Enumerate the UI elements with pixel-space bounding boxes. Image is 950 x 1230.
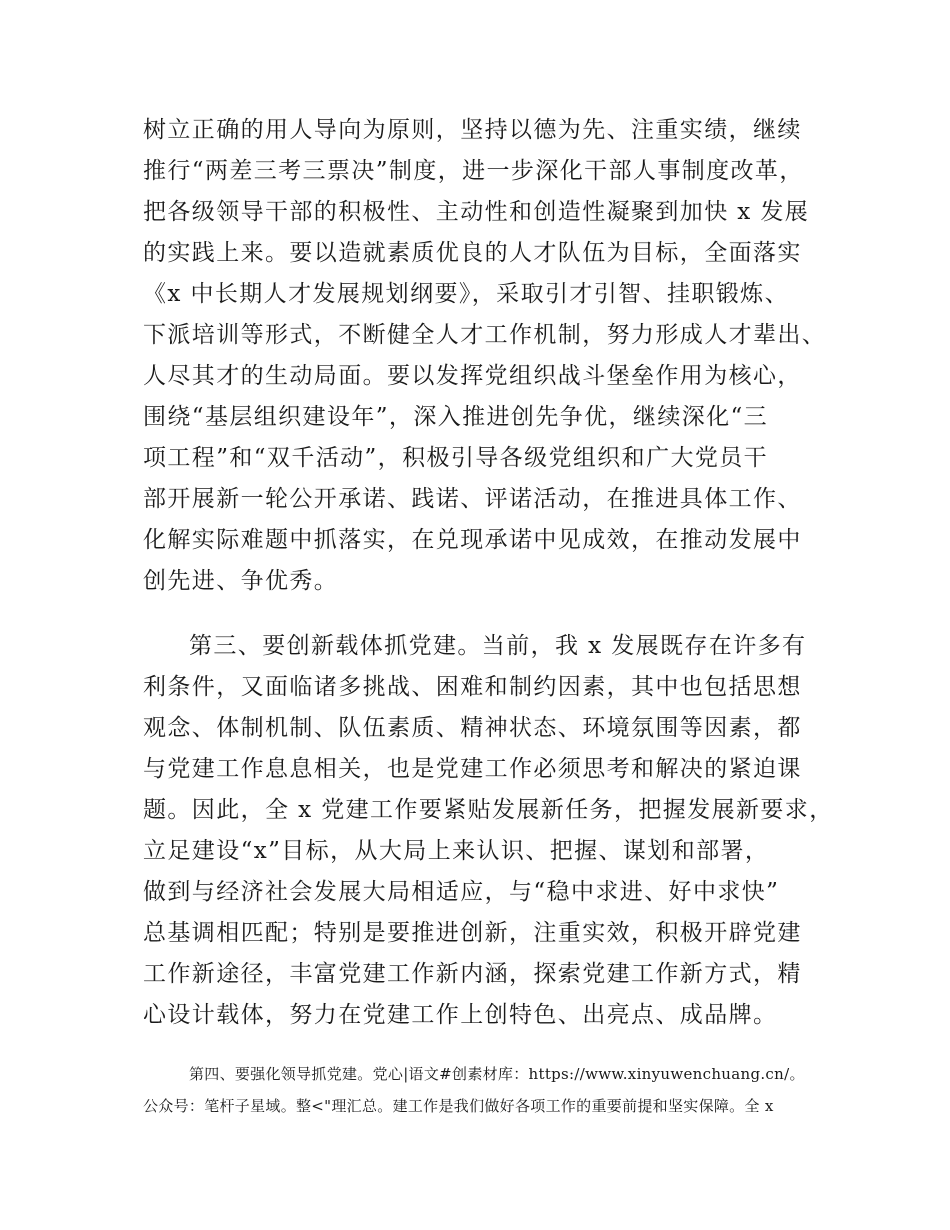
section-heading-line: 第三、要创新载体抓党建。当前，我 x 发展既存在许多有 — [189, 633, 807, 659]
text-line: 观念、体制机制、队伍素质、精神状态、环境氛围等因素，都 — [143, 715, 802, 741]
text-line: 推行“两差三考三票决”制度，进一步深化干部人事制度改革， — [143, 158, 804, 184]
text-line: 工作新途径，丰富党建工作新内涵，探索党建工作新方式，精 — [143, 961, 802, 987]
text-line: 项工程”和“双千活动”，积极引导各级党组织和广大党员干 — [143, 445, 769, 471]
text-line: 创先进、争优秀。 — [143, 568, 339, 594]
text-line: 利条件，又面临诸多挑战、困难和制约因素，其中也包括思想 — [143, 674, 802, 700]
text-line: 与党建工作息息相关，也是党建工作必须思考和解决的紧迫课 — [143, 756, 802, 782]
text-line: 部开展新一轮公开承诺、践诺、评诺活动，在推进具体工作、 — [143, 486, 802, 512]
text-line: 化解实际难题中抓落实，在兑现承诺中见成效，在推动发展中 — [143, 527, 802, 553]
text-line: 《x 中长期人才发展规划纲要》，采取引才引智、挂职锻炼、 — [143, 281, 789, 307]
text-line: 的实践上来。要以造就素质优良的人才队伍为目标，全面落实 — [143, 240, 802, 266]
text-line: 题。因此，全 x 党建工作要紧贴发展新任务，把握发展新要求， — [143, 797, 834, 823]
text-line: 做到与经济社会发展大局相适应，与“稳中求进、好中求快” — [143, 879, 780, 905]
footer-line: 公众号：笔杆子星域。整<"理汇总。建工作是我们做好各项工作的重要前提和坚实保障。全 x — [143, 1097, 774, 1115]
text-line: 人尽其才的生动局面。要以发挥党组织战斗堡垒作用为核心， — [143, 363, 802, 389]
text-line: 把各级领导干部的积极性、主动性和创造性凝聚到加快 x 发展 — [143, 199, 810, 225]
text-line: 树立正确的用人导向为原则，坚持以德为先、注重实绩，继续 — [143, 117, 802, 143]
text-line: 立足建设“x”目标，从大局上来认识、把握、谋划和部署， — [143, 838, 770, 864]
text-line: 总基调相匹配；特别是要推进创新，注重实效，积极开辟党建 — [143, 920, 802, 946]
text-line: 围绕“基层组织建设年”，深入推进创先争优，继续深化“三 — [143, 404, 769, 430]
text-line: 心设计载体，努力在党建工作上创特色、出亮点、成品牌。 — [143, 1002, 778, 1028]
footer-line: 第四、要强化领导抓党建。党心|语文#创素材库：https://www.xinyuwenchuang.cn/。 — [189, 1065, 805, 1083]
text-line: 下派培训等形式，不断健全人才工作机制，努力形成人才辈出、 — [143, 322, 827, 348]
